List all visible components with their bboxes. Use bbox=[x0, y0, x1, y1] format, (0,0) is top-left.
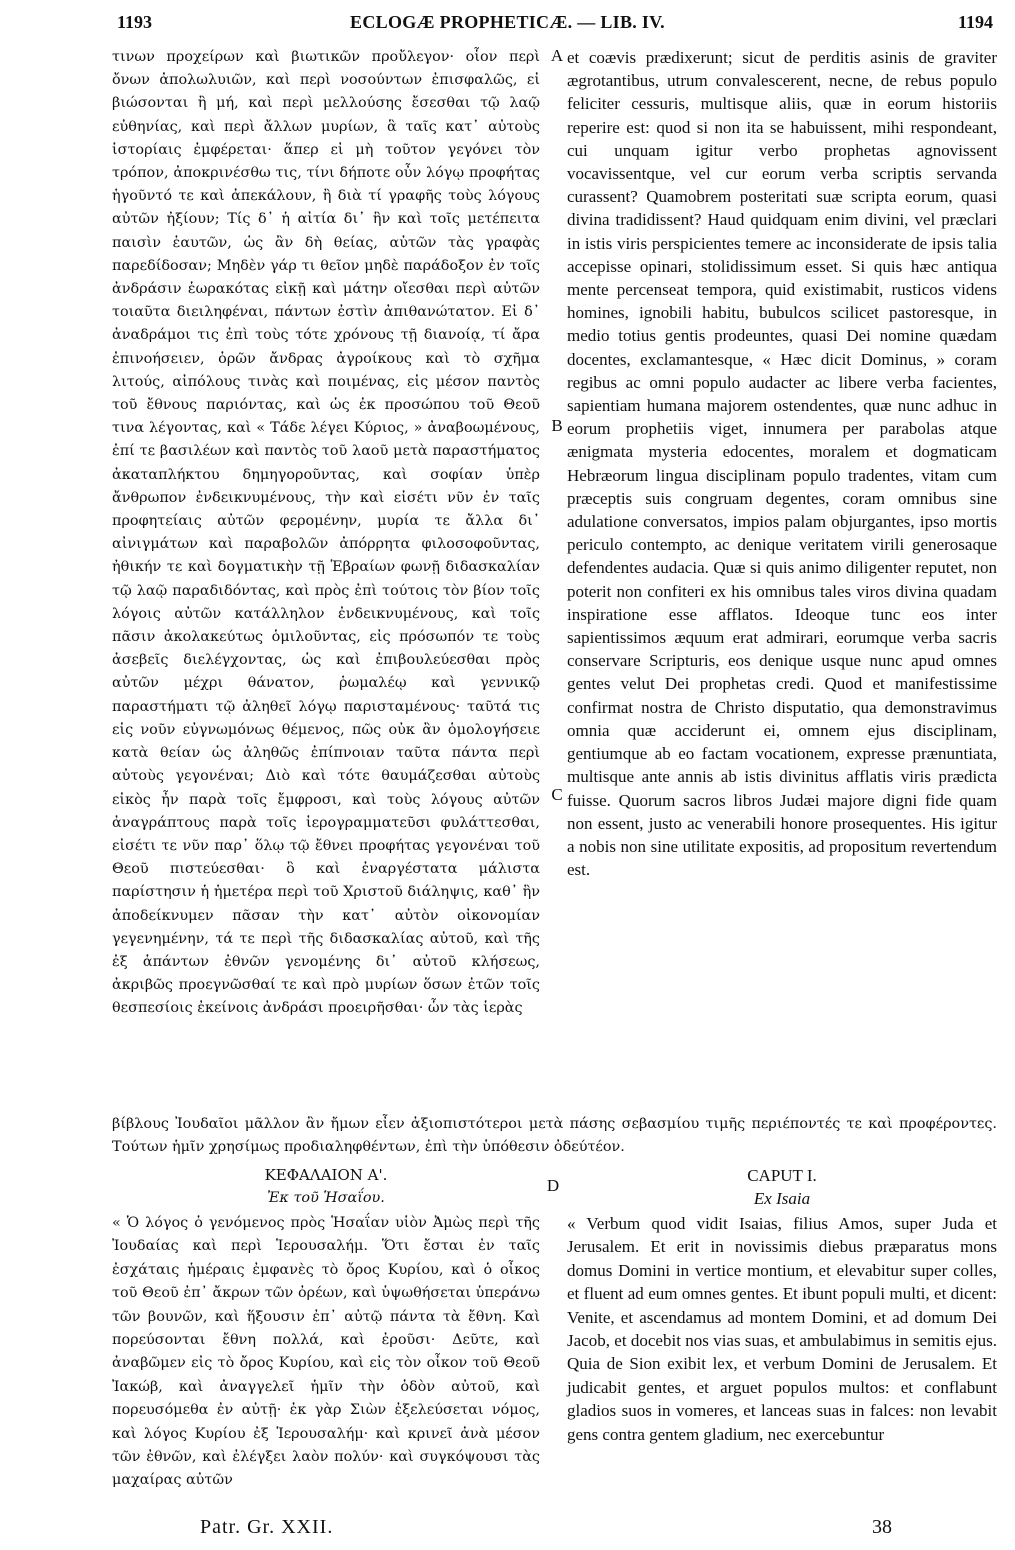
latin-chapter-text: « Verbum quod vidit Isaias, filius Amos, super Juda et Jerusalem. Et erit in novissimis diebus præparatus mons domus Domini in vertice montium, et elevabitur super colles, et fluent ad eum omnes gentes. Et ibunt populi multi, et dicent: Venite, et ascendamus ad montem Domini, et ad domum Dei Jacob, et docebit nos vias suas, et ambulabimus in semitis ejus. Quia de Sion exibit lex, et verbum Domini de Jerusalem. Et judicabit gentes, et arguet populos multos: et conflabunt gladios suos in vomeres, et lanceas suas in falces: non levabit gens contra gentem gladium, nec exercebuntur bbox=[567, 1214, 997, 1444]
greek-chapter-subheading: Ἐκ τοῦ Ἡσαΐου. bbox=[267, 1190, 385, 1206]
latin-chapter-section bbox=[567, 1164, 997, 1446]
latin-chapter-heading: CAPUT I. bbox=[747, 1166, 817, 1185]
page-number-right: 1194 bbox=[957, 12, 993, 32]
latin-column bbox=[567, 46, 997, 881]
running-title: ECLOGÆ PROPHETICÆ. — LIB. IV. bbox=[350, 12, 665, 32]
footer-signature: 38 bbox=[872, 1516, 892, 1538]
margin-marker-a: A bbox=[550, 46, 564, 65]
greek-paragraph: τινων προχείρων καὶ βιωτικῶν προὔλεγον· οἷον περὶ ὄνων ἀπολωλυιῶν, καὶ περὶ νοσούντων ἐπισφαλῶς, εἰ βιώσονται ἢ μή, καὶ περὶ μελλούσης ἔσεσθαι τῷ λαῷ εὐθηνίας, καὶ περὶ ἄλλων μυρίων, ἃ ταῖς κατ᾽ αὐτοὺς ἱστορίαις ἐμφέρεται· ἅπερ εἰ μὴ τοῦτον γεγόνει τὸν τρόπον, ἀποκρινέσθω τις, τίνι δήποτε οὖν λόγῳ προφήτας ἡγοῦντό τε καὶ ἀπεκάλουν, ἢ διὰ τί γραφῆς τοὺς λόγους αὐτῶν ἠξίουν; Τίς δ᾽ ἡ αἰτία δι᾽ ἣν καὶ τοῖς μετέπειτα παισὶν ἑαυτῶν, ὡς ἂν δὴ θείας, αὐτῶν τὰς γραφὰς παρεδίδοσαν; Μηδὲν γάρ τι θεῖον μηδὲ παράδοξον ἐν τοῖς ἀνδράσιν ἑωρακότας εἰκῇ καὶ μάτην οἴεσθαι περὶ αὐτῶν τοιαῦτα διειληφέναι, πάντων ἐστὶν ἀπιθανώτατον. Εἰ δ᾽ ἀναδράμοι τις ἐπὶ τοὺς τότε χρόνους τῇ διανοίᾳ, τί ἄρα ἐπινοήσειεν, ὁρῶν ἄνδρας ἀγροίκους καὶ τὸ σχῆμα λιτούς, αἰπόλους τινὰς καὶ ποιμένας, εἰς μέσον παντὸς τοῦ ἔθνους παριόντας, καὶ ὡς ἐκ προσώπου τοῦ Θεοῦ τινα λέγοντας, καὶ « Τάδε λέγει Κύριος, » ἀναβοωμένους, ἐπί τε βασιλέων καὶ παντὸς τοῦ λαοῦ μετὰ παραστήματος ἀκαταπλήκτου δημηγοροῦντας, καὶ σοφίαν ὑπὲρ ἄνθρωπον ἐνδεικνυμένους, τὴν καὶ εἰσέτι νῦν ἐν ταῖς προφητείαις αὐτῶν φερομένην, μυρία τε ἄλλα δι᾽ αἰνιγμάτων καὶ παραβολῶν ἀπόρρητα φιλοσοφοῦντας, ἠθικήν τε καὶ δογματικὴν τῇ Ἑβραίων φωνῇ διδασκαλίαν τῷ λαῷ παραδιδόντας, καὶ πρὸς ἐπὶ τούτοις τὸν βίον τοῖς λόγοις αὐτῶν κατάλληλον ἐνδεικνυμένους, καὶ τοῖς πᾶσιν ἀκολακεύτως ὁμιλοῦντας, εἰς πρόσωπόν τε τοὺς ἀσεβεῖς διελέγχοντας, ὡς καὶ ἐπιβουλεύεσθαι πρὸς αὐτῶν μέχρι θάνατον, ῥωμαλέῳ καὶ γεννικῷ παραστήματι τῷ ἀληθεῖ λόγῳ παρισταμένους· ταῦτά τις εἰς νοῦν εὐγνωμόνως θέμενος, πῶς οὐκ ἂν ὁμολογήσειε κατὰ θείαν ὡς ἀληθῶς ἐπίπνοιαν ταῦτα πάντα περὶ αὐτοὺς γεγονέναι; Διὸ καὶ τότε θαυμάζεσθαι αὐτοὺς εἰκὸς ἦν παρὰ τοῖς ἔμφροσι, καὶ τοὺς λόγους αὐτῶν ἀναγράπτους παρὰ τοῖς ἱερογραμματεῦσι φυλάττεσθαι, εἰσέτι τε νῦν παρ᾽ ὅλῳ τῷ ἔθνει προφήτας γεγονέναι τοῦ Θεοῦ πιστεύεσθαι· ὃ καὶ ἐναργέστατα μάλιστα παρίστησιν ἡ ἡμετέρα περὶ τοῦ Χριστοῦ διάληψις, καθ᾽ ἣν ἀποδείκνυμεν πᾶσαν τὴν κατ᾽ αὐτὸν οἰκονομίαν γεγενημένην, τά τε περὶ τῆς διδασκαλίας αὐτοῦ, καὶ τῆς ἐξ ἁπάντων ἐθνῶν γενομένης δι᾽ αὐτοῦ κλήσεως, ἀκριβῶς προεγνῶσθαί τε καὶ πρὸ μυρίων ὅσων ἐτῶν τοῖς θεσπεσίοις ἐκείνοις ἀνδράσι προειρῆσθαι· ὧν τὰς ἱερὰς bbox=[112, 49, 540, 1017]
greek-chapter-section bbox=[112, 1164, 540, 1493]
latin-chapter-subheading: Ex Isaia bbox=[753, 1189, 811, 1208]
greek-column bbox=[112, 46, 540, 1021]
greek-chapter-text: « Ὁ λόγος ὁ γενόμενος πρὸς Ἡσαΐαν υἱὸν Ἀμὼς περὶ τῆς Ἰουδαίας καὶ περὶ Ἱερουσαλήμ. Ὅτι ἔσται ἐν ταῖς ἐσχάταις ἡμέραις ἐμφανὲς τὸ ὄρος Κυρίου, καὶ ὁ οἶκος τοῦ Θεοῦ ἐπ᾽ ἄκρων τῶν ὀρέων, καὶ ὑψωθήσεται ὑπεράνω τῶν βουνῶν, καὶ ἥξουσιν ἐπ᾽ αὐτῷ πάντα τὰ ἔθνη. Καὶ πορεύσονται ἔθνη πολλά, καὶ ἐροῦσι· Δεῦτε, καὶ ἀναβῶμεν εἰς τὸ ὄρος Κυρίου, καὶ εἰς τὸν οἶκον τοῦ Θεοῦ Ἰακώβ, καὶ ἀναγγελεῖ ἡμῖν τὴν ὁδὸν αὐτοῦ, καὶ πορευσόμεθα ἐν αὐτῇ· ἐκ γὰρ Σιὼν ἐξελεύσεται νόμος, καὶ λόγος Κυρίου ἐξ Ἱερουσαλήμ· καὶ κρινεῖ ἀνὰ μέσον τῶν ἐθνῶν, καὶ ἐλέγξει λαὸν πολύν· καὶ συγκόψουσι τὰς μαχαίρας αὐτῶν bbox=[112, 1215, 540, 1489]
bridge-text-block bbox=[112, 1113, 997, 1159]
page-footer bbox=[0, 1516, 1015, 1542]
margin-marker-c: C bbox=[551, 785, 563, 804]
margin-marker-d: D bbox=[546, 1176, 560, 1195]
page-header bbox=[0, 12, 1015, 38]
bridge-paragraph: βίβλους Ἰουδαῖοι μᾶλλον ἂν ἤμων εἶεν ἀξιοπιστότεροι μετὰ πάσης σεβασμίου τιμῆς περιέποντές τε καὶ προφέροντες. Τούτων ἡμῖν χρησίμως προδιαληφθέντων, ἐπὶ τὴν ὑπόθεσιν ὀδεύτέον. bbox=[112, 1116, 997, 1156]
latin-paragraph: et coævis prædixerunt; sicut de perditis asinis de graviter ægrotantibus, utrum convalescerent, necne, de rebus populo feliciter cessuris, multisque aliis, quæ in eorum historiis reperire est: quod si non ita se habuissent, mihi respondeant, cui unquam igitur verbo prophetas agnovissent vocavissentque, vel cur eorum verba scriptis servanda curassent? Quamobrem posteritati suæ scripta eorum, quasi divina tradidissent? Haud quidquam enim divini, vel præclari in istis viris perspicientes temere ac inconsiderate de ipsis talia accepisse opinari, stolidissimum esset. Si quis hæc antiqua mente percenseat tempora, quid existimabit, rusticos videns homines, ignobili habitu, bubulcos scilicet pastoresque, in medio totius gentis prodeuntes, quasi Dei nomine quædam docentes, exclamantesque, « Hæc dicit Dominus, » coram regibus ac omni populo audacter ac libere verba facientes, sapientiam humana majorem ostendentes, quæ nunc adhuc in eorum prophetiis viget, innumera per parabolas atque ænigmata mysteria edocentes, moralem et dogmaticam Hebræorum lingua disciplinam populo tradentes, vitam cum præceptis suis congruam degentes, coram omnibus sine adulatione conversatos, impios palam objurgantes, ipso mortis periculo contempto, ac denique veritatem virili generosaque defendentes audacia. Quæ si quis animo diligenter reputet, non poterit non confiteri ex his omnibus tales viros divina quadam inspiratione esse afflatos. Ideoque tunc eos inter sapientissimos æquum erat admirari, eorumque verba sacris conservare Scripturis, eos denique usque nunc apud omnes gentes velut Dei prophetas credi. Quod et manifestissime confirmat nostra de Christo disputatio, qua demonstravimus omnia quæ acciderunt ei, omnem ejus disciplinam, gentiumque ab eo factam vocationem, expresse prænuntiata, multisque ante annis ab istis divinitus afflatis viris prædicta fuisse. Quorum sacros libros Judæi majore digni fide quam non essent, justo ac venerabili honore prosequentes. His igitur a nobis non sine utilitate expositis, ad propositum revertendum est. bbox=[567, 48, 997, 880]
footer-series: Patr. Gr. XXII. bbox=[200, 1516, 334, 1538]
page-number-left: 1193 bbox=[117, 12, 153, 32]
margin-marker-b: B bbox=[551, 416, 563, 435]
greek-chapter-heading: ΚΕΦΑΛΑΙΟΝ Α'. bbox=[264, 1166, 388, 1184]
